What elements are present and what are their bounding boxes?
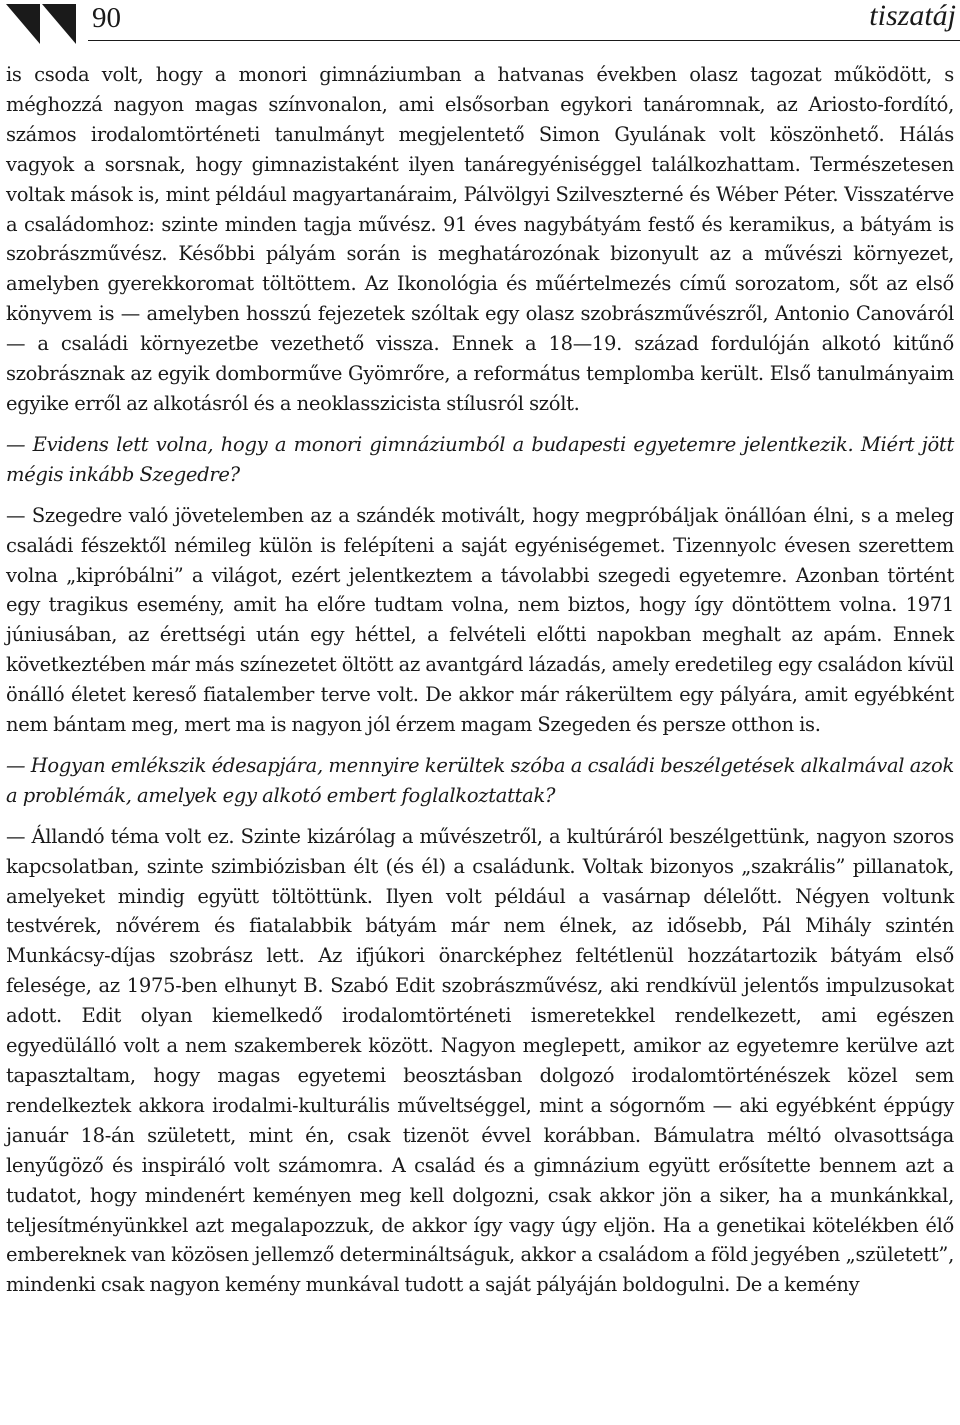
answer-paragraph: — Állandó téma volt ez. Szinte kizárólag a művészetről, a kultúráról beszélgettünk, nagyon szoros kapcsolatban, szinte szimbiózisban élt (és él) a családunk. Voltak bizonyos „szakrális” pillanatok, amelyeket mindig együtt töltöttünk. Ilyen volt például a vasárnap délelőtt. Négyen voltunk testvérek, nővérem és fiatalabbik bátyám már nem élnek, az idősebb, Pál Mihály szintén Munkácsy-díjas szobrász lett. Az ifjúkori önarcképhez feltétlenül hozzátartozik bátyám első felesége, az 1975-ben elhunyt B. Szabó Edit szobrászművész, aki rendkívül jelentős impulzusokat adott. Edit olyan kiemelkedő irodalomtörténeti ismeretekkel rendelkezett, ami egészen egyedülálló volt a nem szakemberek között. Nagyon meglepett, amikor az egyetemre kerülve azt tapasztaltam, hogy magas egyetemi beosztásban dolgozó irodalomtörténészek közel sem rendelkeztek akkora irodalmi-kulturális műveltséggel, mint a sógornőm — aki egyébként éppúgy január 18-án született, mint én, csak tizenöt évvel korábban. Bámulatra méltó olvasottsága lenyűgöző és inspiráló volt számomra. A család és a gimnázium együtt erősítette bennem azt a tudatot, hogy mindenért keményen meg kell dolgozni, csak akkor jön a siker, ha a munkánkkal, teljesítményünkkel azt megalapozzuk, de akkor így vagy úgy eljön. Ha a genetikai kötelékben élő embereknek van közösen jellemző determináltságuk, akkor a családom a föld jegyében „született”, mindenki csak nagyon kemény munkával tudott a saját pályáján boldogulni. De a kemény [6, 824, 954, 1297]
interview-question: — Hogyan emlékszik édesapjára, mennyire kerültek szóba a családi beszélgetések alkalmával azok a problémák, amelyek egy alkotó embert foglalkoztattak? [6, 753, 954, 807]
page-header [0, 0, 960, 48]
running-title: tiszatáj [869, 0, 956, 32]
article-body [6, 60, 954, 1300]
page-number: 90 [92, 2, 121, 34]
answer-paragraph: is csoda volt, hogy a monori gimnáziumban a hatvanas években olasz tagozat működött, s méghozzá nagyon magas színvonalon, ami elsősorban egykori tanáromnak, az Ariosto-fordító, számos irodalomtörténeti tanulmányt megjelentető Simon Gyulának volt köszönhető. Hálás vagyok a sorsnak, hogy gimnazistaként ilyen tanáregyéniséggel találkozhattam. Természetesen voltak mások is, mint például magyartanáraim, Pálvölgyi Szilveszterné és Wéber Péter. Visszatérve a családomhoz: szinte minden tagja művész. 91 éves nagybátyám festő és keramikus, a bátyám is szobrászművész. Későbbi pályám során is meghatározónak bizonyult az a művészi környezet, amelyben gyerekkoromat töltöttem. Az Ikonológia és műértelmezés című sorozatom, sőt az első könyvem is — amelyben hosszú fejezetek szóltak egy olasz szobrászművészről, Antonio Canováról — a családi környezetbe vezethető vissza. Ennek a 18—19. század fordulóján alkotó kitűnő szobrásznak az egyik domborműve Gyömrőre, a református templomba került. Első tanulmányaim egyike erről az alkotásról és a neoklasszicista stílusról szólt. [6, 63, 954, 415]
header-rule [88, 40, 960, 41]
answer-paragraph: — Szegedre való jövetelemben az a szándék motivált, hogy megpróbáljak önállóan élni, s a meleg családi fészektől némileg külön is felépíteni a saját egyéniségemet. Tizennyolc évesen szerettem volna „kipróbálni” a világot, ezért jelentkeztem a távolabbi szegedi egyetemre. Azonban történt egy tragikus esemény, amit ha előre tudtam volna, nem biztos, hogy így döntöttem volna. 1971 júniusában, az érettségi után egy héttel, a felvételi előtti napokban meghalt az apám. Ennek következtében már más színezetet öltött az avantgárd lázadás, amely eredetileg egy családon kívül önálló életet kereső fiatalember terve volt. De akkor már rákerültem egy pályára, amit egyébként nem bántam meg, mert ma is nagyon jól érzem magam Szegeden és persze otthon is. [6, 503, 954, 737]
interview-question: — Evidens lett volna, hogy a monori gimnáziumból a budapesti egyetemre jelentkezik. Miért jött mégis inkább Szegedre? [6, 432, 954, 486]
double-triangle-ornament-icon [6, 4, 78, 44]
